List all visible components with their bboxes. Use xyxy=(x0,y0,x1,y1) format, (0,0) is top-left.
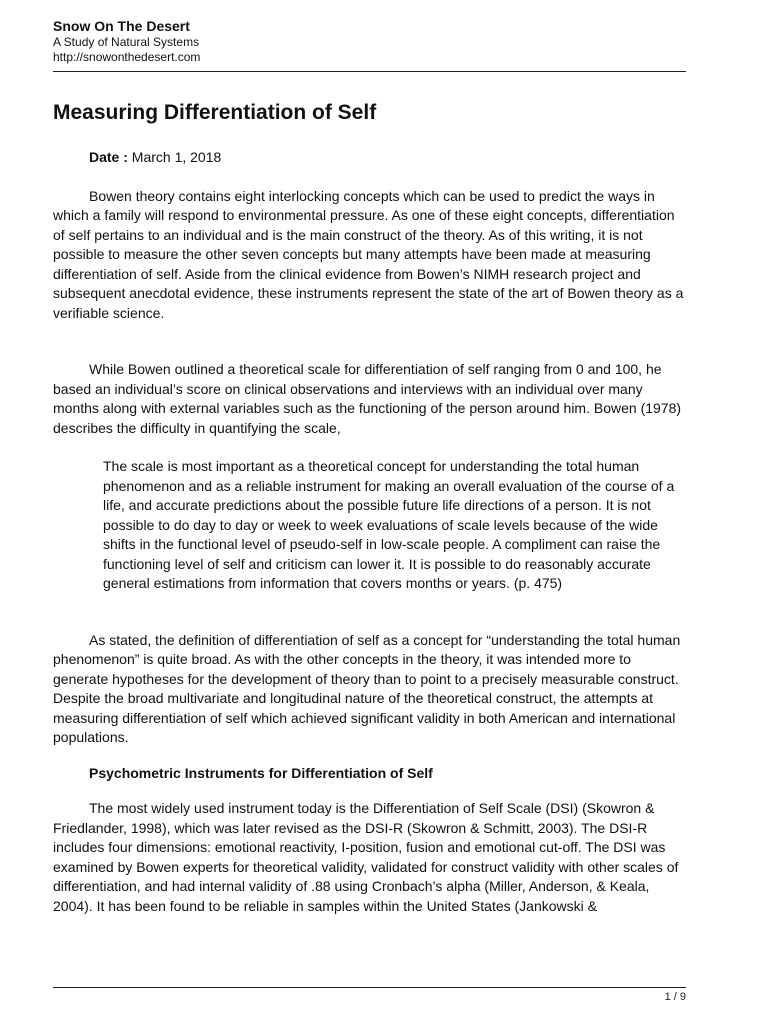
footer-divider xyxy=(53,987,686,988)
article-body xyxy=(53,148,686,916)
paragraph-dsi: The most widely used instrument today is the Differentiation of Self Scale (DSI) (Skowron & Friedlander, 1998), which was later revised as the DSI-R (Skowron & Schmitt, 2003). The DSI-R includes four dimensions: emotional reactivity, I-position, fusion and emotional cut-off. The DSI was examined by Bowen experts for theoretical validity, validated for construct validity with other scales of differentiation, and had internal validity of .88 using Cronbach’s alpha (Miller, Anderson, & Keala, 2004). It has been found to be reliable in samples within the United States (Jankowski & xyxy=(53,800,679,914)
site-tagline: A Study of Natural Systems xyxy=(53,35,200,49)
date-value: March 1, 2018 xyxy=(127,149,222,165)
block-quote: The scale is most important as a theoretical concept for understanding the total human phenomenon and as a reliable instrument for making an overall evaluation of the course of a life, and accurate predictions about the possible future life directions of a person. It is not possible to do day to day or week to week evaluations of scale levels because of the wide shifts in the functional level of pseudo-self in low-scale people. A compliment can raise the functioning level of self and criticism can lower it. It is possible to do reasonably accurate general estimations from information that covers months or years. (p. 475) xyxy=(103,458,675,591)
page-number: 1 / 9 xyxy=(664,991,686,1003)
date-line xyxy=(53,148,686,168)
site-title: Snow On The Desert xyxy=(53,18,190,34)
header-divider xyxy=(53,71,686,72)
paragraph-intro: Bowen theory contains eight interlocking concepts which can be used to predict the ways in which a family will respond to environmental pressure. As one of these eight concepts, differentiation of self pertains to an individual and is the main construct of the theory. As of this writing, it is not possible to measure the other seven concepts but many attempts have been made at measuring differentiation of self. Aside from the clinical evidence from Bowen’s NIMH research project and subsequent anecdotal evidence, these instruments represent the state of the art of Bowen theory as a verifiable science. xyxy=(53,187,684,321)
paragraph-bowen-scale: While Bowen outlined a theoretical scale for differentiation of self ranging from 0 and 100, he based an individual’s score on clinical observations and interviews with an individual over many months along with external variables such as the functioning of the person around him. Bowen (1978) describes the difficulty in quantifying the scale, xyxy=(53,361,682,436)
paragraph-definition: As stated, the definition of differentiation of self as a concept for “understanding the total human phenomenon” is quite broad. As with the other concepts in the theory, it was intended more to generate hypotheses for the development of theory than to point to a precisely measurable construct. Despite the broad multivariate and longitudinal nature of the theoretical construct, the attempts at measuring differentiation of self which achieved significant validity in both American and international populations. xyxy=(53,631,681,745)
site-url[interactable]: http://snowonthedesert.com xyxy=(53,50,201,64)
date-label: Date : xyxy=(89,149,128,165)
section-heading: Psychometric Instruments for Differentiation of Self xyxy=(89,764,433,781)
page-title: Measuring Differentiation of Self xyxy=(53,101,377,124)
site-header xyxy=(53,17,686,65)
